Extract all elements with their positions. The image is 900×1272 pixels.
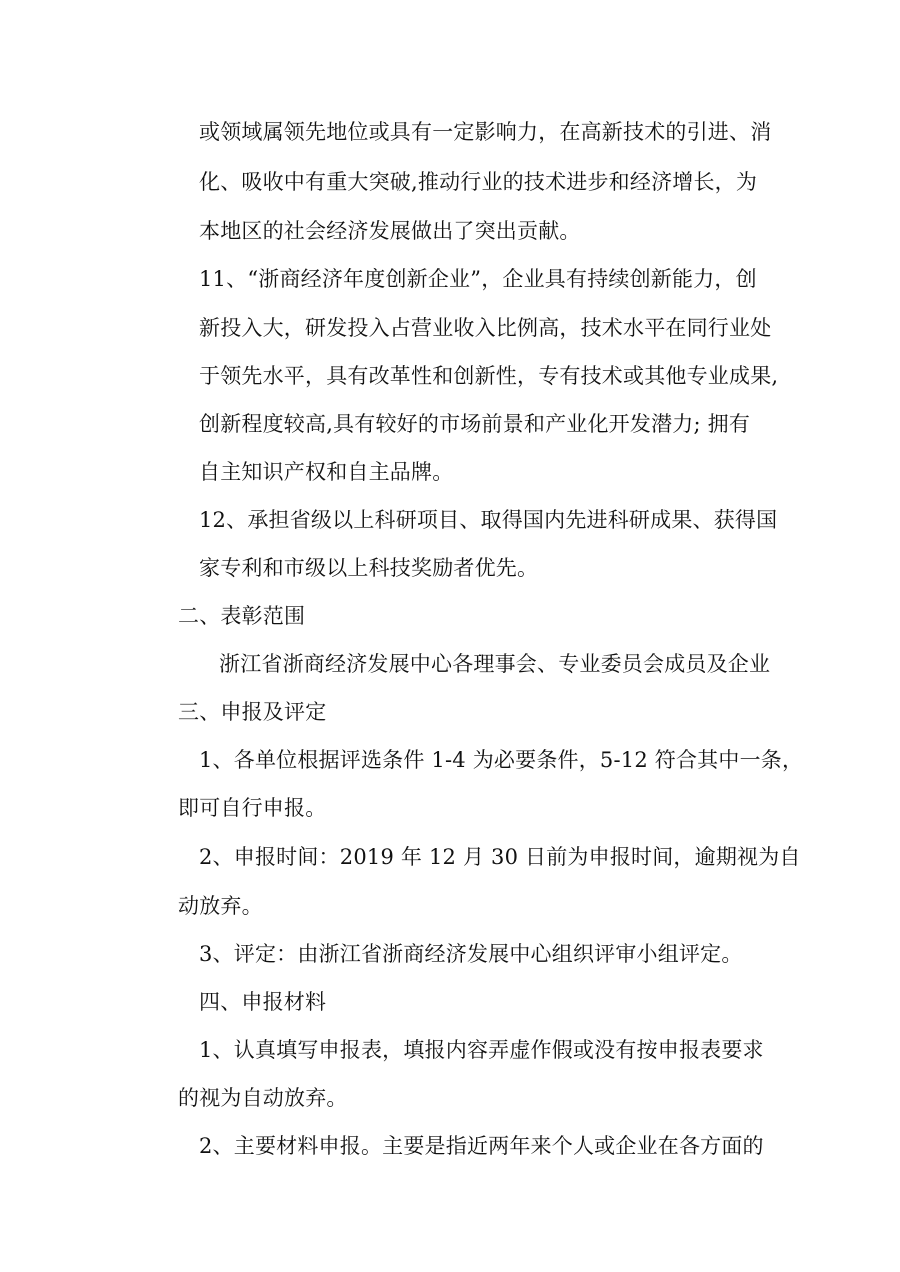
- text-line: 创新程度较高,具有较好的市场前景和产业化开发潜力; 拥有: [199, 412, 751, 436]
- section-heading: 三、申报及评定: [178, 700, 327, 724]
- text-line: 新投入大，研发投入占营业收入比例高，技术水平在同行业处: [199, 316, 772, 340]
- text-line: 2、申报时间：2019 年 12 月 30 日前为申报时间，逾期视为自: [199, 845, 801, 869]
- text-line: 自主知识产权和自主品牌。: [199, 460, 454, 484]
- text-line: 的视为自动放弃。: [178, 1086, 348, 1110]
- text-line: 1、各单位根据评选条件 1-4 为必要条件，5-12 符合其中一条，: [199, 748, 804, 772]
- text-line: 于领先水平，具有改革性和创新性，专有技术或其他专业成果,: [199, 364, 779, 388]
- text-line: 即可自行申报。: [178, 796, 327, 820]
- text-line: 11、“浙商经济年度创新企业”，企业具有持续创新能力，创: [199, 267, 757, 291]
- text-line: 浙江省浙商经济发展中心各理事会、专业委员会成员及企业: [219, 652, 771, 676]
- text-line: 本地区的社会经济发展做出了突出贡献。: [199, 219, 581, 243]
- text-line: 3、评定：由浙江省浙商经济发展中心组织评审小组评定。: [199, 942, 743, 966]
- text-line: 2、主要材料申报。主要是指近两年来个人或企业在各方面的: [199, 1134, 764, 1158]
- text-line: 12、承担省级以上科研项目、取得国内先进科研成果、获得国: [199, 508, 778, 532]
- text-line: 家专利和市级以上科技奖励者优先。: [199, 556, 539, 580]
- text-line: 动放弃。: [178, 894, 263, 918]
- text-line: 1、认真填写申报表，填报内容弄虚作假或没有按申报表要求: [199, 1038, 764, 1062]
- section-heading: 四、申报材料: [199, 990, 327, 1014]
- section-heading: 二、表彰范围: [178, 604, 306, 628]
- text-line: 化、吸收中有重大突破,推动行业的技术进步和经济增长，为: [199, 170, 758, 194]
- text-line: 或领域属领先地位或具有一定影响力，在高新技术的引进、消: [199, 120, 772, 144]
